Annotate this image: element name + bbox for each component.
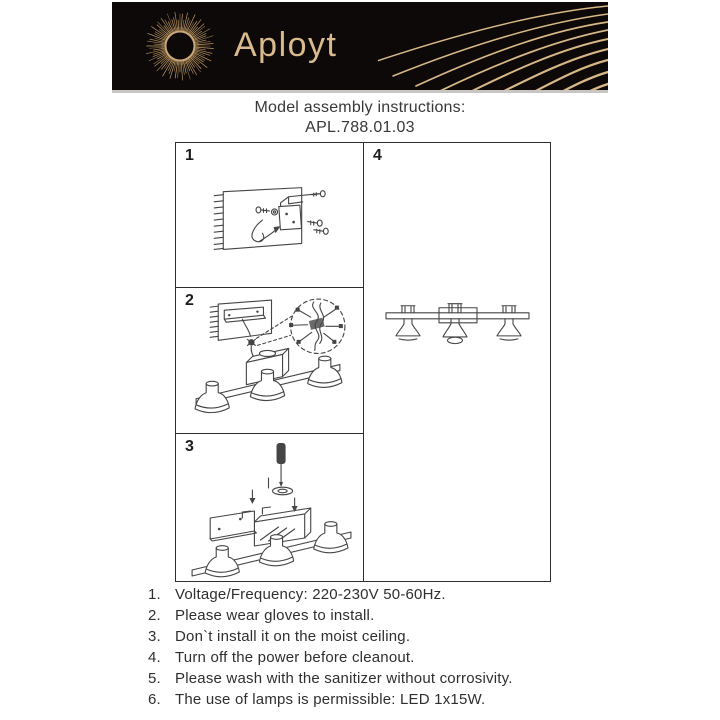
steps-left-column	[176, 143, 364, 581]
note-text: Please wash with the sanitizer without corrosivity.	[175, 670, 513, 688]
note-item	[148, 689, 588, 710]
page-title: Model assembly instructions:	[254, 99, 466, 116]
step4-illustration	[364, 143, 550, 581]
step-number: 4	[373, 147, 382, 164]
brand-name: Aployt	[234, 26, 338, 64]
note-number: 1.	[148, 586, 161, 603]
note-item	[148, 584, 588, 605]
assembly-steps-grid	[175, 142, 551, 582]
step-number: 2	[185, 292, 194, 309]
step3-illustration	[176, 434, 363, 581]
gold-ray-fan-icon	[378, 2, 608, 90]
note-item	[148, 626, 588, 647]
note-text: Don`t install it on the moist ceiling.	[175, 628, 411, 646]
note-item	[148, 647, 588, 668]
step2-illustration	[176, 288, 363, 433]
step-panel-3	[176, 434, 363, 581]
step-number: 3	[185, 438, 194, 455]
note-text: Please wear gloves to install.	[175, 607, 375, 625]
note-item	[148, 605, 588, 626]
steps-right-column	[364, 143, 550, 581]
note-text: The use of lamps is permissible: LED 1x15W.	[175, 691, 486, 709]
note-text: Turn off the power before cleanout.	[175, 649, 415, 667]
note-number: 4.	[148, 649, 161, 667]
note-text: Voltage/Frequency: 220-230V 50-60Hz.	[175, 586, 446, 603]
note-number: 2.	[148, 607, 161, 625]
model-number: APL.788.01.03	[305, 119, 415, 136]
step-panel-4	[364, 143, 550, 581]
step1-illustration	[176, 143, 363, 287]
step-panel-2	[176, 288, 363, 434]
note-number: 6.	[148, 691, 161, 709]
banner-shadow	[112, 90, 608, 93]
brand-banner	[112, 2, 608, 90]
note-item	[148, 668, 588, 689]
step-number: 1	[185, 147, 194, 164]
notes-list	[148, 584, 588, 711]
step-panel-1	[176, 143, 363, 288]
note-number: 5.	[148, 670, 161, 688]
sunburst-logo-icon	[124, 2, 234, 90]
note-number: 3.	[148, 628, 161, 646]
